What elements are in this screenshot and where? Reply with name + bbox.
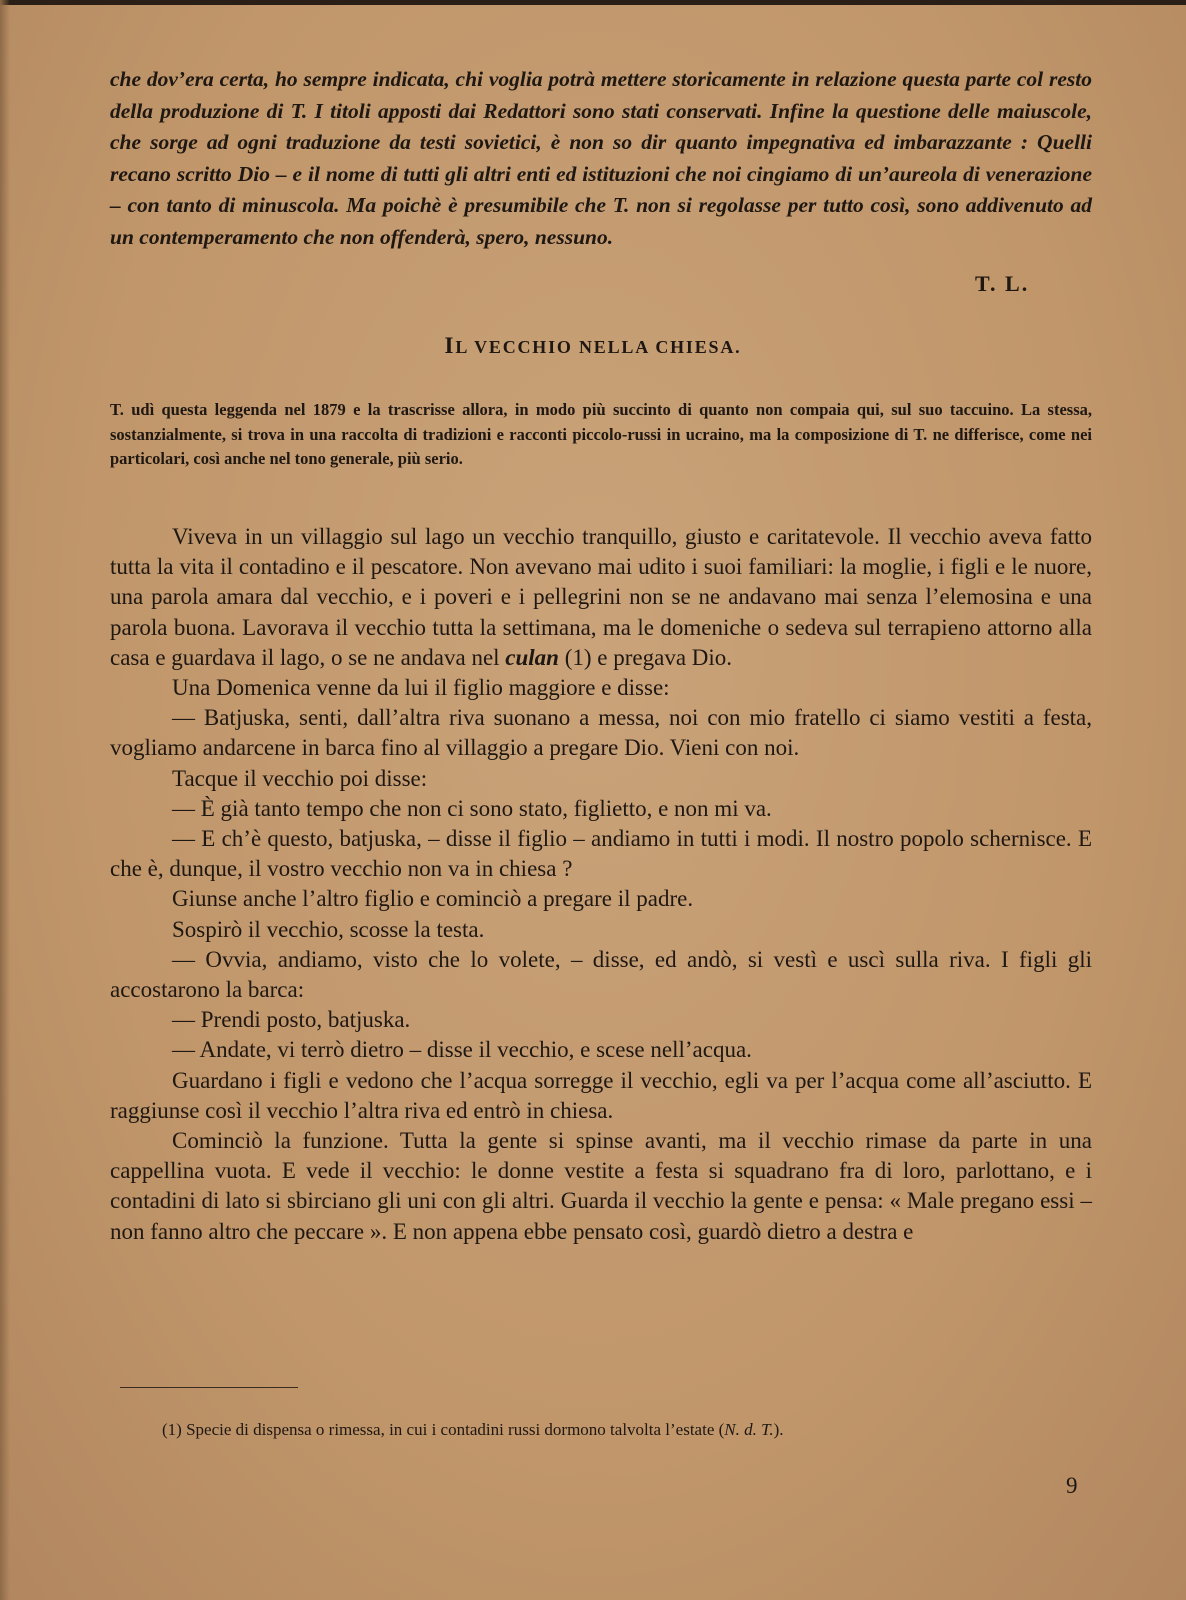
paragraph: — Batjuska, senti, dall’altra riva suonano a messa, noi con mio fratello ci siamo vestiti a festa, vogliamo andarcene in barca fino al villaggio a pregare Dio. Vieni con noi. [110, 705, 1092, 761]
page-edge-shadow [0, 0, 10, 1600]
footnote-divider [120, 1387, 298, 1388]
section-title [0, 333, 1186, 359]
footnote-text: (1) Specie di dispensa o rimessa, in cui i contadini russi dormono talvolta l’estate ( [162, 1420, 725, 1439]
paragraph: Sospirò il vecchio, scosse la testa. [172, 916, 485, 942]
paragraph-text-end: (1) e pregava Dio. [564, 644, 733, 670]
paragraph: — E ch’è questo, batjuska, – disse il figlio – andiamo in tutti i modi. Il nostro popolo schernisce. E che è, dunque, il vostro vecchio non va in chiesa ? [110, 826, 1092, 882]
paragraph: Guardano i figli e vedono che l’acqua sorregge il vecchio, egli va per l’acqua come all’asciutto. E raggiunse così il vecchio l’altra riva ed entrò in chiesa. [110, 1067, 1092, 1123]
paragraph [110, 522, 1092, 673]
paragraph: Cominciò la funzione. Tutta la gente si spinse avanti, ma il vecchio rimase da parte in una cappellina vuota. E vede il vecchio: le donne vestite a festa si squadrano fra di loro, parlottano, e i contadini di lato si sbirciano gli uni con gli altri. Guarda il vecchio la gente e pensa: « Male pregano essi – non fanno altro che peccare ». E non appena ebbe pensato così, guardò dietro a destra e [110, 1128, 1092, 1244]
italic-term: culan [505, 644, 559, 670]
footnote-abbrev: N. d. T. [724, 1420, 774, 1439]
paragraph: — È già tanto tempo che non ci sono stato, figlietto, e non mi va. [172, 795, 772, 821]
paragraph: — Andate, vi terrò dietro – disse il vecchio, e scese nell’acqua. [172, 1037, 752, 1063]
paragraph: Una Domenica venne da lui il figlio maggiore e disse: [172, 675, 670, 701]
paragraph: — Prendi posto, batjuska. [172, 1007, 411, 1033]
paragraph: Tacque il vecchio poi disse: [172, 765, 428, 791]
top-border [0, 0, 1186, 5]
footnote-close: ). [773, 1420, 784, 1439]
paragraph: Giunse anche l’altro figlio e cominciò a pregare il padre. [172, 886, 694, 912]
section-title-initial: I [444, 333, 456, 358]
page-number: 9 [1066, 1473, 1078, 1498]
footnote [162, 1420, 784, 1440]
translator-intro-note: che dov’era certa, ho sempre indicata, chi voglia potrà mettere storicamente in relazione questa parte col resto della produzione di T. I titoli apposti dai Redattori sono stati conservati. Infine la questione delle maiuscole, che sorge ad ogni traduzione da testi sovietici, è non so dir quanto impegnativa ed imbarazzante : Quelli recano scritto Dio – e il nome di tutti gli altri enti ed istituzioni che noi cingiamo di un’aureola di venerazione – con tanto di minuscola. Ma poichè è presumibile che T. non si regolasse per tutto così, sono addivenuto ad un contemperamento che non offenderà, spero, nessuno. [110, 67, 1092, 249]
translator-initials: T. L. [975, 271, 1030, 296]
paragraph-text: Viveva in un villaggio sul lago un vecchio tranquillo, giusto e caritatevole. Il vecchio aveva fatto tutta la vita il contadino e il pescatore. Non avevano mai udito i suoi familiari: la moglie, i figli e le nuore, una parola amara dal vecchio, e i poveri e i pellegrini non se ne andavano mai senza l’elemosina e una parola buona. Lavorava il vecchio tutta la settimana, ma le domeniche o sedeva sul terrapieno attorno alla casa e guardava il lago, o se ne andava nel [110, 524, 1092, 670]
paragraph: — Ovvia, andiamo, visto che lo volete, – disse, ed andò, si vestì e uscì sulla riva. I figli gli accostarono la barca: [110, 946, 1092, 1003]
section-title-rest: L VECCHIO NELLA CHIESA. [455, 337, 742, 357]
section-headnote: T. udì questa leggenda nel 1879 e la trascrisse allora, in modo più succinto di quanto non compaia qui, sul suo taccuino. La stessa, sostanzialmente, si trova in una raccolta di tradizioni e racconti piccolo-russi in ucraino, ma la composizione di T. ne differisce, come nei particolari, così anche nel tono generale, più serio. [110, 400, 1092, 468]
story-text [110, 522, 1092, 1247]
